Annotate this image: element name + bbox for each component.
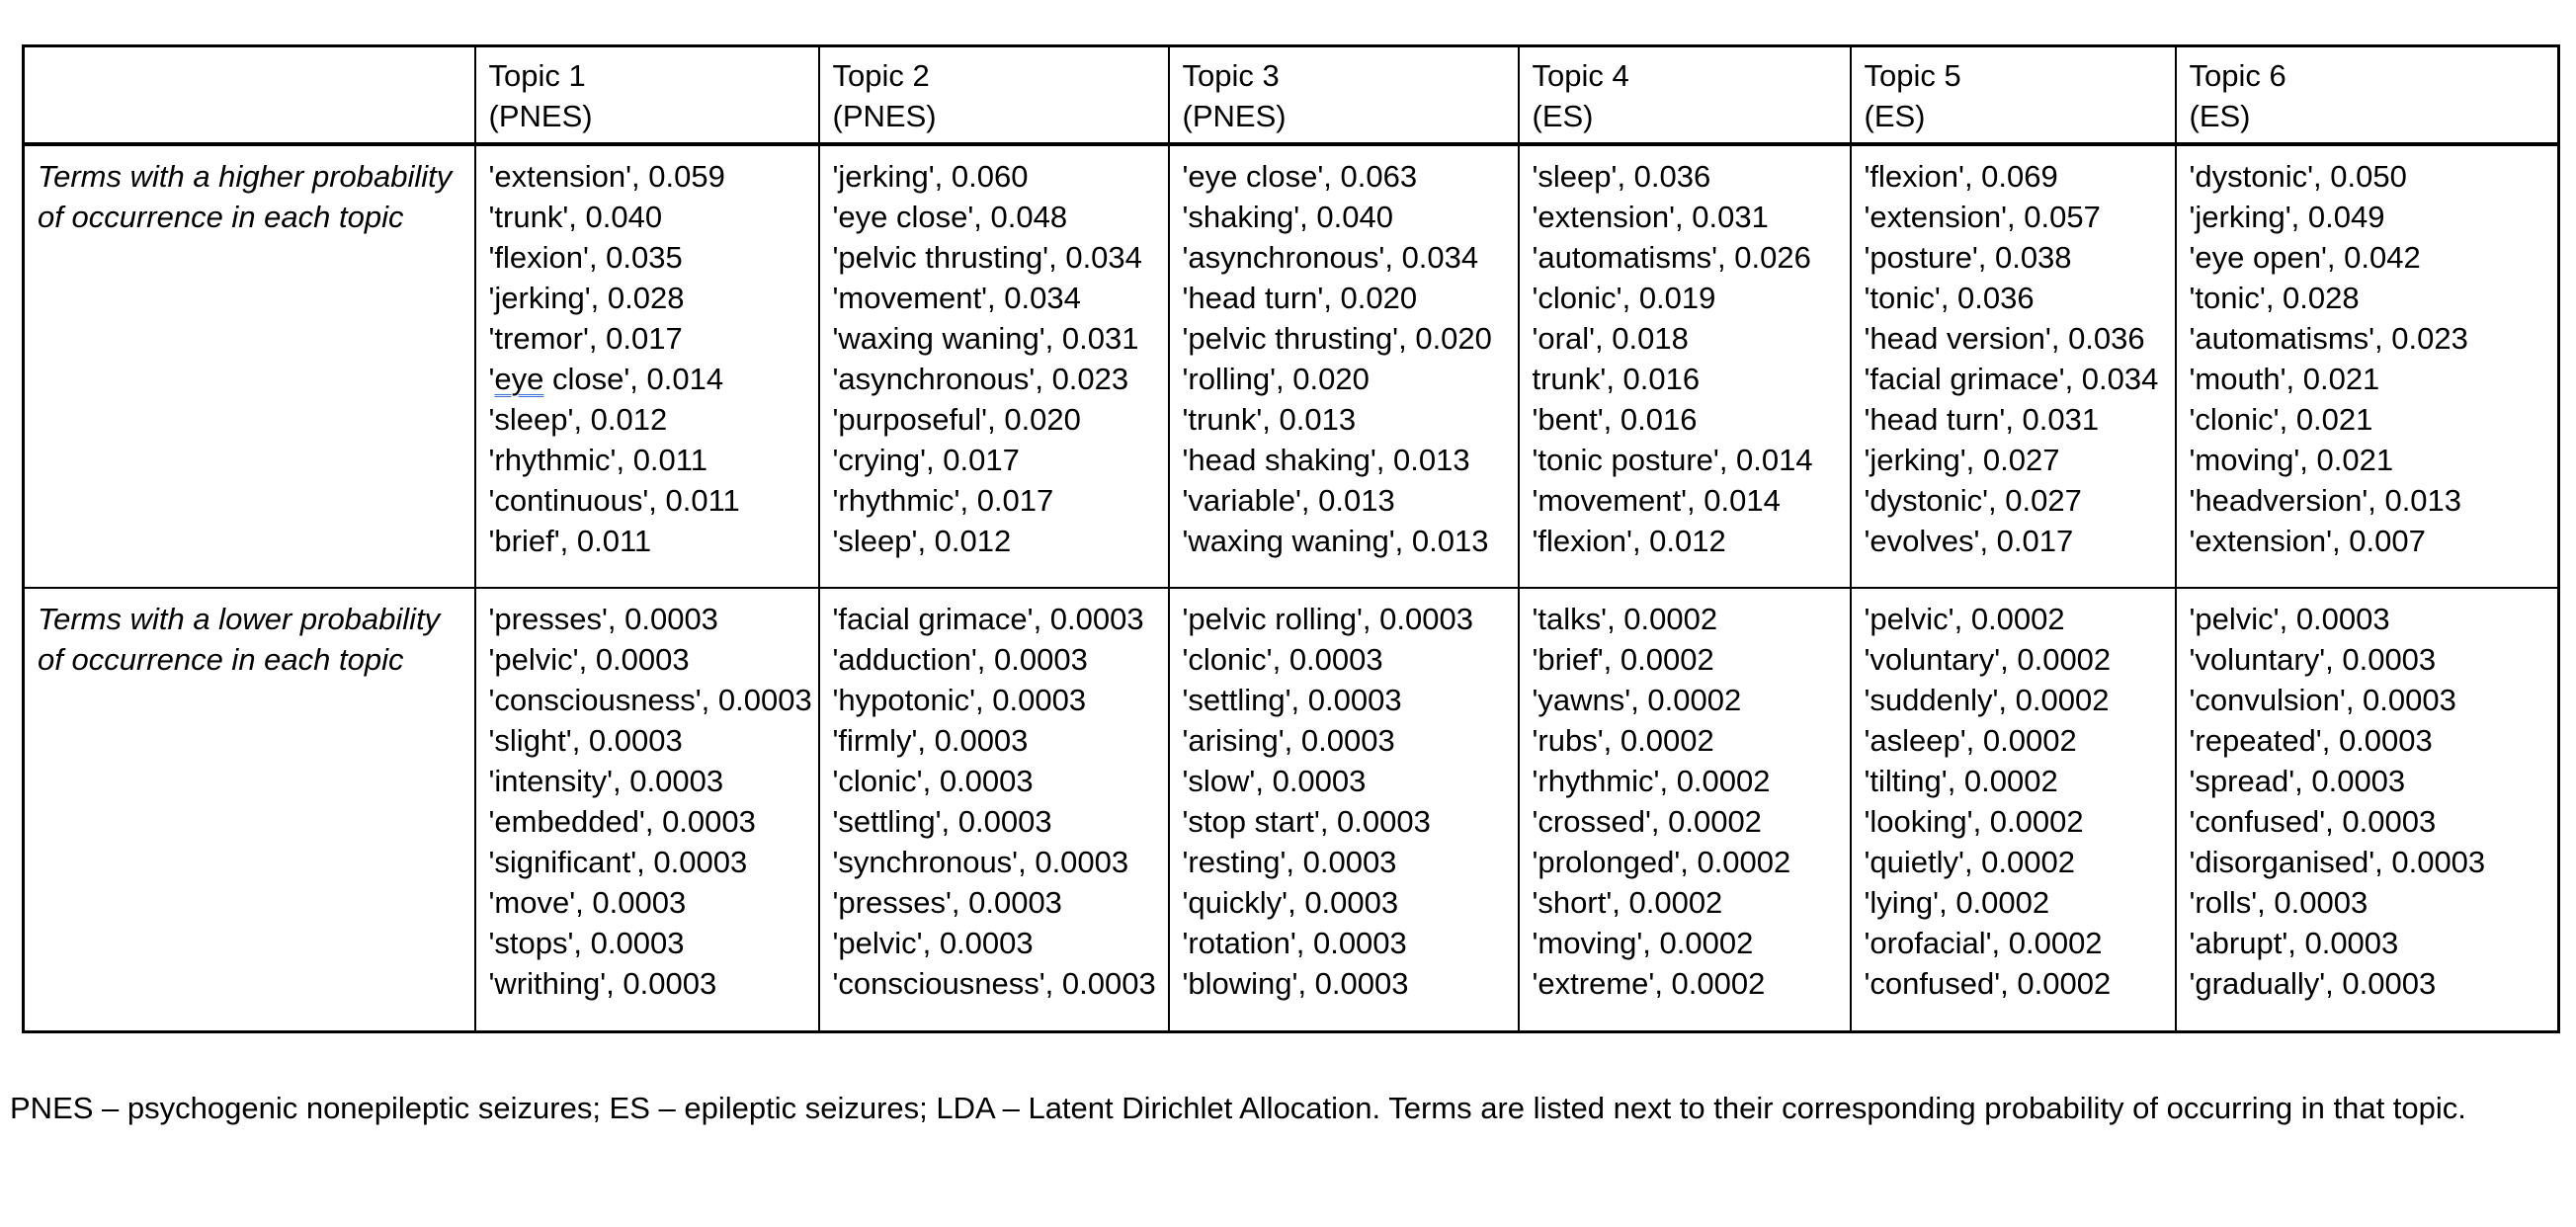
term-line: 'facial grimace', 0.034 [1864,362,2159,396]
column-header-topic3 [1169,46,1519,145]
term-line: 'convulsion', 0.0003 [2189,683,2456,717]
term-line: 'pelvic', 0.0003 [2189,602,2390,636]
term-line: 'shaking', 0.040 [1182,200,1393,234]
term-line: 'short', 0.0002 [1532,885,1723,920]
term-line: 'extension', 0.057 [1864,200,2101,234]
term-line: 'automatisms', 0.026 [1532,240,1811,275]
column-title: Topic 2 [832,58,930,93]
term-line: 'flexion', 0.012 [1532,524,1726,558]
term-line: 'eye open', 0.042 [2189,240,2421,275]
term-line: 'pelvic', 0.0003 [832,926,1034,960]
term-line: 'jerking', 0.028 [488,281,685,315]
column-title: Topic 3 [1182,58,1280,93]
term-line: 'suddenly', 0.0002 [1864,683,2110,717]
row-label-higher: Terms with a higher probability of occurrence in each topic [24,144,475,588]
term-line: 'spread', 0.0003 [2189,764,2406,798]
term-line: 'consciousness', 0.0003 [832,966,1156,1001]
term-line: 'clonic', 0.0003 [832,764,1034,798]
column-title: Topic 1 [488,58,586,93]
term-line: 'head turn', 0.031 [1864,402,2100,437]
term-line: 'yawns', 0.0002 [1532,683,1742,717]
lower-probability-row [24,588,2559,1031]
term-line: 'quickly', 0.0003 [1182,885,1399,920]
term-line: 'settling', 0.0003 [832,804,1052,839]
term-line: 'dystonic', 0.027 [1864,483,2082,518]
term-line: 'mouth', 0.021 [2189,362,2380,396]
cell-higher-topic4 [1519,144,1851,588]
term-line: 'clonic', 0.0003 [1182,642,1383,677]
term-line: 'tonic posture', 0.014 [1532,443,1813,477]
term-line: 'rhythmic', 0.0002 [1532,764,1771,798]
term-line: 'talks', 0.0002 [1532,602,1718,636]
term-line: 'pelvic', 0.0003 [488,642,690,677]
cell-lower-topic2 [819,588,1169,1031]
term-line: 'sleep', 0.036 [1532,159,1711,194]
term-line: 'writhing', 0.0003 [488,966,717,1001]
cell-higher-topic6 [2176,144,2559,588]
term-line: 'slow', 0.0003 [1182,764,1367,798]
term-line: 'pelvic rolling', 0.0003 [1182,602,1473,636]
term-line: 'tilting', 0.0002 [1864,764,2058,798]
term-line: 'looking', 0.0002 [1864,804,2084,839]
lda-topic-terms-table [22,44,2560,1033]
column-header-topic4 [1519,46,1851,145]
term-line: 'crossed', 0.0002 [1532,804,1762,839]
column-subtitle: (PNES) [488,99,593,133]
term-line: 'jerking', 0.027 [1864,443,2060,477]
term-line: 'oral', 0.018 [1532,321,1689,356]
term-line: 'rhythmic', 0.011 [488,443,707,477]
cell-higher-topic2 [819,144,1169,588]
column-title: Topic 5 [1864,58,1961,93]
column-title: Topic 6 [2189,58,2286,93]
term-line: 'rolling', 0.020 [1182,362,1370,396]
term-line: 'abrupt', 0.0003 [2189,926,2399,960]
cell-higher-topic3 [1169,144,1519,588]
term-line: 'stops', 0.0003 [488,926,685,960]
term-line: 'flexion', 0.069 [1864,159,2058,194]
term-line: 'confused', 0.0003 [2189,804,2437,839]
term-line: 'synchronous', 0.0003 [832,845,1129,879]
term-line: 'waxing waning', 0.031 [832,321,1139,356]
term-line: 'rhythmic', 0.017 [832,483,1054,518]
term-line: 'rolls', 0.0003 [2189,885,2368,920]
cell-higher-topic5 [1851,144,2176,588]
term-line: 'brief', 0.0002 [1532,642,1714,677]
term-line: 'posture', 0.038 [1864,240,2072,275]
term-line: 'trunk', 0.040 [488,200,663,234]
term-line: 'stop start', 0.0003 [1182,804,1431,839]
term-line: 'prolonged', 0.0002 [1532,845,1791,879]
term-line: 'asynchronous', 0.034 [1182,240,1479,275]
term-line: 'sleep', 0.012 [488,402,668,437]
term-line: 'move', 0.0003 [488,885,687,920]
term-line: 'adduction', 0.0003 [832,642,1088,677]
term-line: 'tonic', 0.028 [2189,281,2360,315]
term-line: 'brief', 0.011 [488,524,652,558]
cell-lower-topic3 [1169,588,1519,1031]
term-line: 'sleep', 0.012 [832,524,1012,558]
term-line: 'slight', 0.0003 [488,723,683,758]
term-line: 'extension', 0.031 [1532,200,1769,234]
term-line: 'quietly', 0.0002 [1864,845,2075,879]
term-line: 'variable', 0.013 [1182,483,1395,518]
term-line: 'eye close', 0.014 [488,362,724,396]
header-row [24,46,2559,145]
term-line: 'waxing waning', 0.013 [1182,524,1489,558]
term-line: 'rotation', 0.0003 [1182,926,1407,960]
term-line: 'rubs', 0.0002 [1532,723,1714,758]
term-line: 'tremor', 0.017 [488,321,683,356]
term-line: 'headversion', 0.013 [2189,483,2462,518]
term-line: 'resting', 0.0003 [1182,845,1397,879]
term-line: 'hypotonic', 0.0003 [832,683,1087,717]
term-line: 'settling', 0.0003 [1182,683,1402,717]
term-line: 'crying', 0.017 [832,443,1020,477]
term-line: 'tonic', 0.036 [1864,281,2035,315]
term-line: 'eye close', 0.048 [832,200,1068,234]
term-line: 'flexion', 0.035 [488,240,683,275]
term-line: 'continuous', 0.011 [488,483,740,518]
term-line: 'embedded', 0.0003 [488,804,756,839]
term-line: 'movement', 0.034 [832,281,1081,315]
column-subtitle: (ES) [1864,99,1926,133]
term-line: 'head turn', 0.020 [1182,281,1418,315]
term-line: 'asleep', 0.0002 [1864,723,2077,758]
term-line: 'consciousness', 0.0003 [488,683,812,717]
spellcheck-underlined-word: eye [494,362,544,396]
cell-lower-topic1 [475,588,819,1031]
term-line: 'pelvic thrusting', 0.020 [1182,321,1492,356]
term-line: 'trunk', 0.013 [1182,402,1357,437]
column-title: Topic 4 [1532,58,1629,93]
term-line: 'clonic', 0.021 [2189,402,2373,437]
term-line: 'presses', 0.0003 [832,885,1062,920]
cell-higher-topic1 [475,144,819,588]
cell-lower-topic5 [1851,588,2176,1031]
term-line: 'movement', 0.014 [1532,483,1781,518]
column-subtitle: (ES) [2189,99,2251,133]
column-subtitle: (PNES) [1182,99,1287,133]
term-line: 'facial grimace', 0.0003 [832,602,1144,636]
column-subtitle: (ES) [1532,99,1594,133]
term-line: 'intensity', 0.0003 [488,764,724,798]
term-line: 'blowing', 0.0003 [1182,966,1409,1001]
term-line: 'eye close', 0.063 [1182,159,1418,194]
term-line: 'head version', 0.036 [1864,321,2145,356]
term-line: 'head shaking', 0.013 [1182,443,1470,477]
column-header-topic6 [2176,46,2559,145]
term-line: 'jerking', 0.060 [832,159,1029,194]
term-line: 'orofacial', 0.0002 [1864,926,2103,960]
term-line: 'automatisms', 0.023 [2189,321,2468,356]
term-line: 'moving', 0.0002 [1532,926,1754,960]
term-line: 'lying', 0.0002 [1864,885,2050,920]
term-line: 'gradually', 0.0003 [2189,966,2437,1001]
term-line: 'evolves', 0.017 [1864,524,2074,558]
row-label-lower: Terms with a lower probability of occurrence in each topic [24,588,475,1031]
column-header-topic5 [1851,46,2176,145]
higher-probability-row [24,144,2559,588]
term-line: 'extension', 0.059 [488,159,725,194]
cell-lower-topic4 [1519,588,1851,1031]
corner-cell [24,46,475,145]
term-line: 'disorganised', 0.0003 [2189,845,2486,879]
term-line: 'jerking', 0.049 [2189,200,2385,234]
term-line: trunk', 0.016 [1532,362,1701,396]
term-line: 'voluntary', 0.0002 [1864,642,2112,677]
term-line: 'extreme', 0.0002 [1532,966,1766,1001]
table-footnote: PNES – psychogenic nonepileptic seizures; ES – epileptic seizures; LDA – Latent Dirichlet Allocation. Terms are listed next to their corresponding probability of occurring in that topic. [10,1090,2466,1125]
cell-lower-topic6 [2176,588,2559,1031]
column-header-topic1 [475,46,819,145]
term-line: 'purposeful', 0.020 [832,402,1081,437]
term-line: 'moving', 0.021 [2189,443,2394,477]
term-line: 'repeated', 0.0003 [2189,723,2433,758]
term-line: 'significant', 0.0003 [488,845,748,879]
term-line: 'firmly', 0.0003 [832,723,1029,758]
column-header-topic2 [819,46,1169,145]
term-line: 'extension', 0.007 [2189,524,2426,558]
term-line: 'voluntary', 0.0003 [2189,642,2437,677]
term-line: 'dystonic', 0.050 [2189,159,2407,194]
term-line: 'arising', 0.0003 [1182,723,1395,758]
term-line: 'asynchronous', 0.023 [832,362,1129,396]
term-line: 'clonic', 0.019 [1532,281,1716,315]
term-line: 'bent', 0.016 [1532,402,1698,437]
term-line: 'presses', 0.0003 [488,602,718,636]
term-line: 'confused', 0.0002 [1864,966,2112,1001]
term-line: 'pelvic thrusting', 0.034 [832,240,1142,275]
column-subtitle: (PNES) [832,99,937,133]
term-line: 'pelvic', 0.0002 [1864,602,2065,636]
